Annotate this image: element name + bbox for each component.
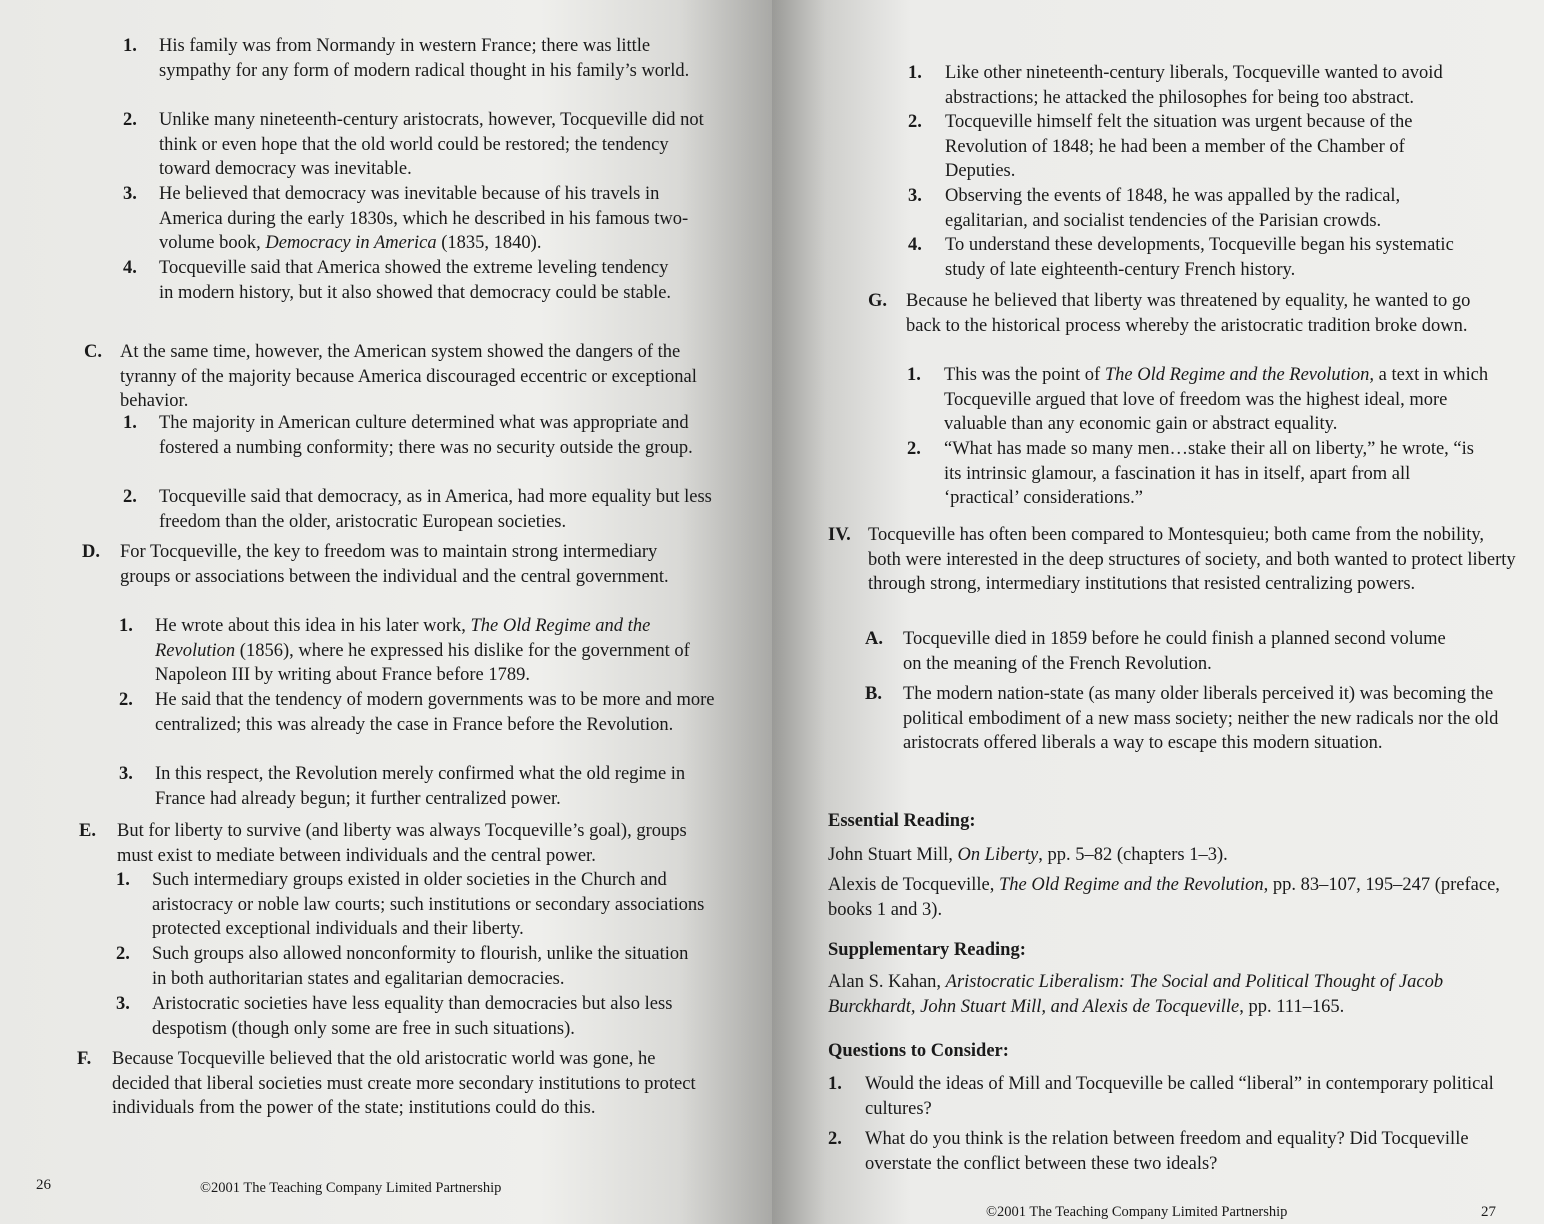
item-label: G. (868, 291, 888, 311)
essential-reading-entry: John Stuart Mill, On Liberty, pp. 5–82 (chapters 1–3). (828, 845, 1228, 865)
right-item-3 (908, 184, 1470, 233)
item-label: 4. (908, 235, 922, 255)
item-text: The majority in American culture determined what was appropriate and fostered a numbing conformity; there was no security outside the group. (159, 413, 693, 458)
item-label: 2. (116, 944, 130, 964)
supplementary-reading-entry: Alan S. Kahan, Aristocratic Liberalism: The Social and Political Thought of Jacob Burckhardt, John Stuart Mill, and Alexis de Tocqueville, pp. 111–165. (828, 972, 1444, 1017)
right-item-2 (908, 110, 1470, 184)
left-item-c2 (123, 485, 719, 534)
left-section-c (84, 340, 720, 414)
item-text: Would the ideas of Mill and Tocqueville be called “liberal” in contemporary political cultures? (865, 1074, 1494, 1119)
item-label: 1. (123, 413, 137, 433)
item-text: In this respect, the Revolution merely confirmed what the old regime in France had already begun; it further centralized power. (155, 764, 686, 809)
item-text: Because Tocqueville believed that the old aristocratic world was gone, he decided that liberal societies must create more secondary institutions to protect individuals from the power of the state; institutions could do this. (112, 1049, 696, 1118)
item-label: 2. (908, 112, 922, 132)
item-label: B. (865, 684, 882, 704)
item-text: Such groups also allowed nonconformity to flourish, unlike the situation in both authoritarian states and egalitarian democracies. (152, 944, 689, 989)
item-label: 3. (116, 994, 130, 1014)
item-label: 1. (828, 1074, 842, 1094)
left-item-c1 (123, 411, 719, 460)
page-number-left: 26 (36, 1177, 51, 1193)
right-section-iv (828, 523, 1518, 597)
right-item-g2 (907, 437, 1489, 511)
left-item-e1 (116, 868, 707, 942)
right-item-4 (908, 233, 1470, 282)
page-number-right: 27 (1481, 1204, 1496, 1220)
item-text: But for liberty to survive (and liberty was always Tocqueville’s goal), groups must exist to mediate between individuals and the central power. (117, 821, 687, 866)
item-text: Observing the events of 1848, he was appalled by the radical, egalitarian, and socialist tendencies of the Parisian crowds. (945, 186, 1401, 231)
item-label: D. (82, 542, 100, 562)
left-item-d3 (119, 762, 705, 811)
item-label: A. (865, 629, 883, 649)
item-text: To understand these developments, Tocqueville began his systematic study of late eighteenth-century French history. (945, 235, 1454, 280)
item-text: He wrote about this idea in his later work, The Old Regime and the Revolution (1856), where he expressed his dislike for the government of Napoleon III by writing about France before 1789. (155, 616, 690, 685)
left-item-d1 (119, 614, 720, 688)
left-section-f (77, 1047, 717, 1121)
item-text: Tocqueville himself felt the situation was urgent because of the Revolution of 1848; he had been a member of the Chamber of Deputies. (945, 112, 1413, 181)
item-label: 3. (123, 184, 137, 204)
left-item-1 (123, 34, 714, 83)
item-label: E. (79, 821, 96, 841)
item-text: Aristocratic societies have less equality than democracies but also less despotism (though only some are free in such situations). (152, 994, 673, 1039)
left-item-d2 (119, 688, 720, 737)
item-label: 2. (119, 690, 133, 710)
item-label: 1. (116, 870, 130, 890)
left-item-3 (123, 182, 719, 256)
left-item-2 (123, 108, 714, 182)
item-label: 3. (908, 186, 922, 206)
item-label: 1. (907, 365, 921, 385)
left-item-e2 (116, 942, 697, 991)
essential-reading-entry: Alexis de Tocqueville, The Old Regime and the Revolution, pp. 83–107, 195–247 (preface, books 1 and 3). (828, 875, 1500, 920)
item-text: Such intermediary groups existed in older societies in the Church and aristocracy or noble law courts; such institutions or secondary associations protected exceptional individuals and their liberty. (152, 870, 705, 939)
item-label: 1. (908, 63, 922, 83)
item-label: IV. (828, 525, 851, 545)
item-text: Unlike many nineteenth-century aristocrats, however, Tocqueville did not think or even hope that the old world could be restored; the tendency toward democracy was inevitable. (159, 110, 704, 179)
item-text: “What has made so many men…stake their all on liberty,” he wrote, “is its intrinsic glamour, a fascination it has in itself, apart from all ‘practical’ considerations.” (944, 439, 1474, 508)
left-section-e (79, 819, 722, 868)
right-section-a (865, 627, 1463, 676)
item-text: At the same time, however, the American system showed the dangers of the tyranny of the majority because America discouraged eccentric or exceptional behavior. (120, 342, 697, 411)
question-item (828, 1072, 1505, 1121)
item-text: He believed that democracy was inevitable because of his travels in America during the early 1830s, which he described in his famous two-volume book, Democracy in America (1835, 1840). (159, 184, 689, 253)
item-label: 2. (907, 439, 921, 459)
item-text: What do you think is the relation between freedom and equality? Did Tocqueville overstate the conflict between these two ideals? (865, 1129, 1469, 1174)
item-text: His family was from Normandy in western France; there was little sympathy for any form of modern radical thought in his family’s world. (159, 36, 690, 81)
right-section-b (865, 682, 1503, 756)
item-label: F. (77, 1049, 92, 1069)
footer-left: ©2001 The Teaching Company Limited Partnership (200, 1180, 502, 1196)
left-section-d (82, 540, 685, 589)
item-label: 3. (119, 764, 133, 784)
item-text: He said that the tendency of modern governments was to be more and more centralized; this was already the case in France before the Revolution. (155, 690, 715, 735)
item-text: This was the point of The Old Regime and the Revolution, a text in which Tocqueville argued that love of freedom was the highest ideal, more valuable than any economic gain or abstract equality. (944, 365, 1489, 434)
right-item-g1 (907, 363, 1509, 437)
item-text: Tocqueville died in 1859 before he could finish a planned second volume on the meaning of the French Revolution. (903, 629, 1446, 674)
item-label: 4. (123, 258, 137, 278)
item-text: Like other nineteenth-century liberals, Tocqueville wanted to avoid abstractions; he attacked the philosophes for being too abstract. (945, 63, 1443, 108)
item-label: 1. (123, 36, 137, 56)
supplementary-reading-heading: Supplementary Reading: (828, 940, 1026, 960)
item-text: The modern nation-state (as many older liberals perceived it) was becoming the political embodiment of a new mass society; neither the new radicals nor the old aristocrats offered liberals a way to escape this modern situation. (903, 684, 1499, 753)
question-item (828, 1127, 1485, 1176)
item-text: Tocqueville said that America showed the extreme leveling tendency in modern history, but it also showed that democracy could be stable. (159, 258, 672, 303)
footer-right: ©2001 The Teaching Company Limited Partnership (986, 1204, 1288, 1220)
left-item-4 (123, 256, 684, 305)
item-text: Tocqueville has often been compared to Montesquieu; both came from the nobility, both were interested in the deep structures of society, and both wanted to protect liberty through strong, intermediary institutions that resisted centralizing powers. (868, 525, 1516, 594)
item-text: Tocqueville said that democracy, as in America, had more equality but less freedom than the older, aristocratic European societies. (159, 487, 712, 532)
item-text: For Tocqueville, the key to freedom was to maintain strong intermediary groups or associations between the individual and the central government. (120, 542, 669, 587)
item-label: 2. (828, 1129, 842, 1149)
right-section-g (868, 289, 1501, 338)
questions-heading: Questions to Consider: (828, 1041, 1009, 1061)
item-label: C. (84, 342, 102, 362)
item-text: Because he believed that liberty was threatened by equality, he wanted to go back to the historical process whereby the aristocratic tradition broke down. (906, 291, 1471, 336)
essential-reading-heading: Essential Reading: (828, 811, 976, 831)
item-label: 2. (123, 110, 137, 130)
right-item-1 (908, 61, 1505, 110)
item-label: 2. (123, 487, 137, 507)
right-page (772, 0, 1544, 1224)
left-item-e3 (116, 992, 707, 1041)
item-label: 1. (119, 616, 133, 636)
